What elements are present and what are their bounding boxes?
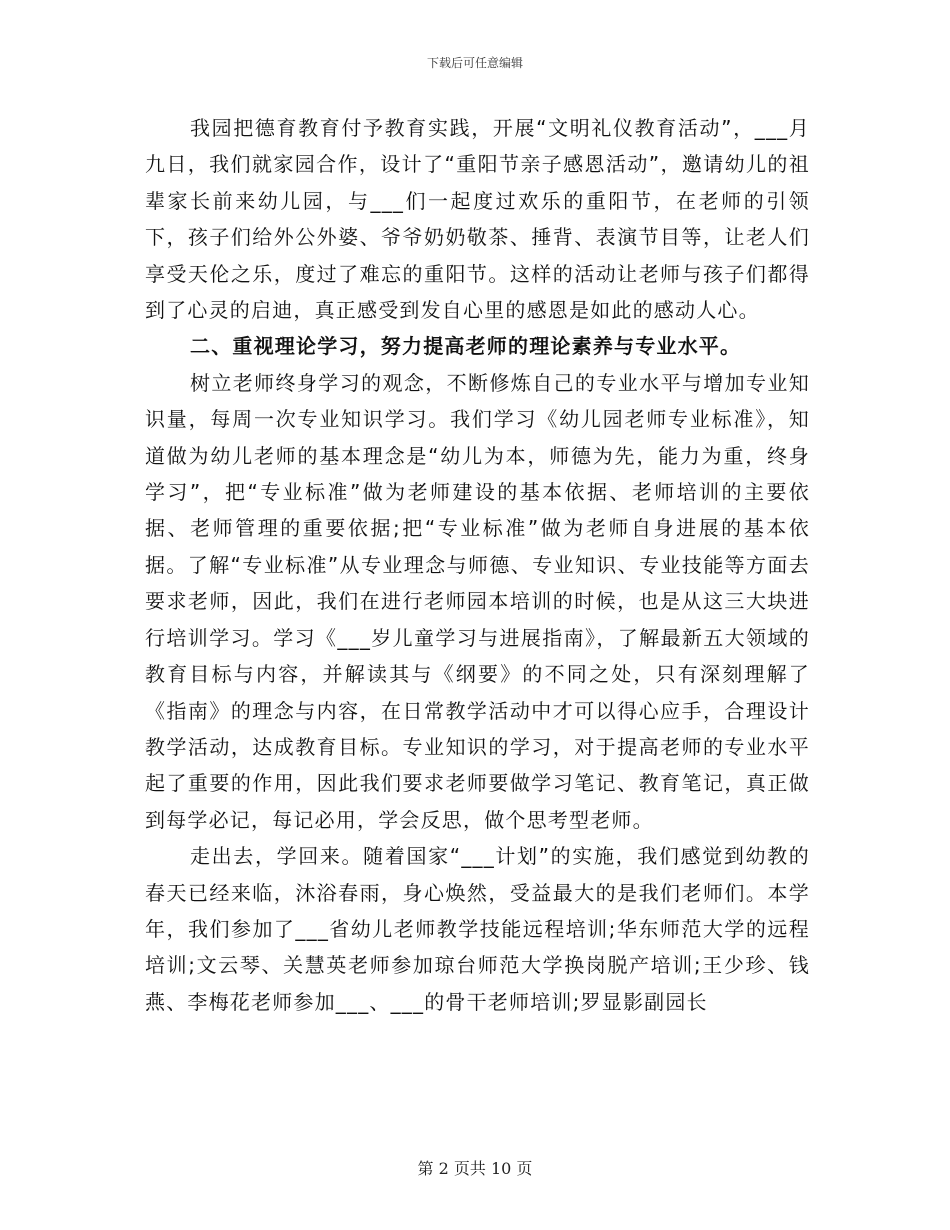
page-footer: 第 2 页共 10 页 [417,1159,533,1178]
paragraph-lifelong-learning: 树立老师终身学习的观念，不断修炼自己的专业水平与增加专业知识量，每周一次专业知识学习。我们学习《幼儿园老师专业标准》，知道做为幼儿老师的基本理念是“幼儿为本，师德为先，能力为重，终身学习”，把“专业标准”做为老师建设的基本依据、老师培训的主要依据、老师管理的重要依据;把“专业标准”做为老师自身进展的基本依据。了解“专业标准”从专业理念与师德、专业知识、专业技能等方面去要求老师，因此，我们在进行老师园本培训的时候，也是从这三大块进行培训学习。学习《___岁儿童学习与进展指南》，了解最新五大领域的教育目标与内容，并解读其与《纲要》的不同之处，只有深刻理解了《指南》的理念与内容，在日常教学活动中才可以得心应手，合理设计教学活动，达成教育目标。专业知识的学习，对于提高老师的专业水平起了重要的作用，因此我们要求老师要做学习笔记、教育笔记，真正做到每学必记，每记必用，学会反思，做个思考型老师。 [145,370,810,832]
page-header: 下载后可任意编辑 [426,56,523,70]
section-heading-theory-study: 二、重视理论学习，努力提高老师的理论素养与专业水平。 [190,334,742,359]
paragraph-moral-education: 我园把德育教育付予教育实践，开展“文明礼仪教育活动”，___月九日，我们就家园合作，设计了“重阳节亲子感恩活动”，邀请幼儿的祖辈家长前来幼儿园，与___们一起度过欢乐的重阳节，在老师的引领下，孩子们给外公外婆、爷爷奶奶敬茶、捶背、表演节目等，让老人们享受天伦之乐，度过了难忘的重阳节。这样的活动让老师与孩子们都得到了心灵的启迪，真正感受到发自心里的感恩是如此的感动人心。 [145,116,810,323]
paragraph-go-out-learn-back: 走出去，学回来。随着国家“___计划”的实施，我们感觉到幼教的春天已经来临，沐浴春雨，身心焕然，受益最大的是我们老师们。本学年，我们参加了___省幼儿老师教学技能远程培训;华东师范大学的远程培训;文云琴、关慧英老师参加琼台师范大学换岗脱产培训;王少珍、钱燕、李梅花老师参加___、___的骨干老师培训;罗显影副园长 [145,844,810,1014]
document-body [145,110,810,1020]
